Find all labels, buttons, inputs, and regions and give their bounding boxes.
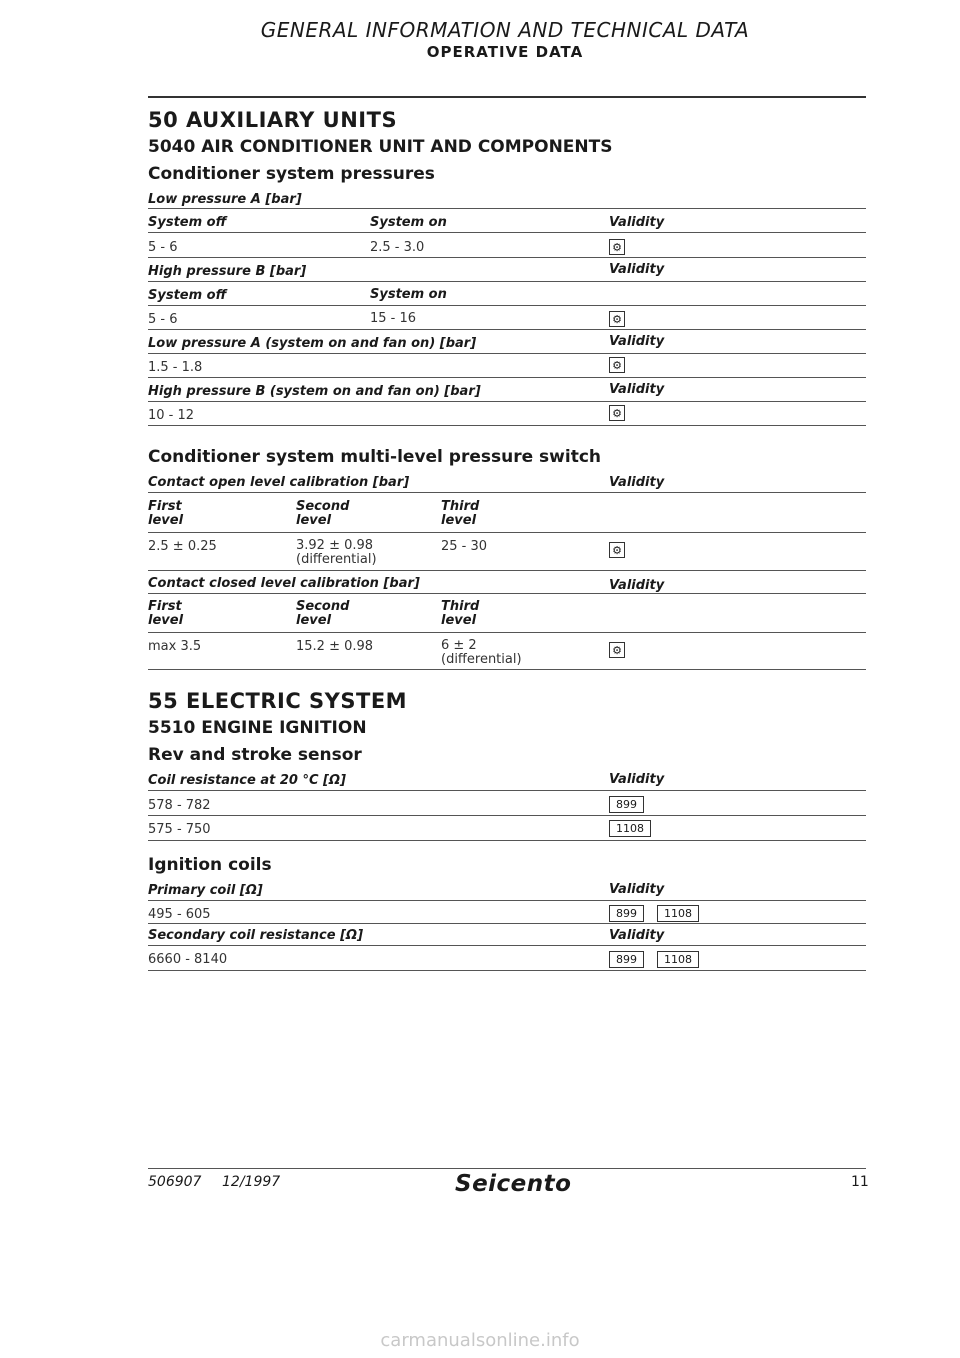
sensor-value-2: 575 - 750 bbox=[148, 822, 211, 837]
engine-symbol-icon: ⚙ bbox=[609, 357, 625, 373]
open-second-note: (differential) bbox=[296, 552, 377, 567]
validity-code-badge: 899 bbox=[609, 905, 644, 922]
col-level-text: level bbox=[296, 613, 332, 628]
subsection-heading-5040: 5040 AIR CONDITIONER UNIT AND COMPONENTS bbox=[148, 137, 613, 157]
switch-title: Conditioner system multi-level pressure switch bbox=[148, 447, 602, 467]
table-divider bbox=[148, 257, 866, 258]
table-divider bbox=[148, 377, 866, 378]
table-divider bbox=[148, 840, 866, 841]
table-divider bbox=[148, 815, 866, 816]
col-system-on: System on bbox=[370, 287, 447, 302]
subsection-heading-5510: 5510 ENGINE IGNITION bbox=[148, 718, 367, 738]
validity-code-badge: 1108 bbox=[609, 820, 651, 837]
coil-resistance-label: Coil resistance at 20 °C [Ω] bbox=[148, 773, 346, 788]
table-divider bbox=[148, 669, 866, 670]
closed-first-value: max 3.5 bbox=[148, 639, 202, 654]
table-divider bbox=[148, 232, 866, 233]
table-divider bbox=[148, 425, 866, 426]
col-first-text: First bbox=[148, 599, 182, 614]
col-system-off: System off bbox=[148, 288, 227, 303]
section-heading-55: 55 ELECTRIC SYSTEM bbox=[148, 689, 408, 713]
high-fan-value: 10 - 12 bbox=[148, 408, 195, 423]
high-fan-label: High pressure B (system on and fan on) [bar] bbox=[148, 384, 481, 399]
contact-open-label: Contact open level calibration [bar] bbox=[148, 475, 410, 490]
table-divider bbox=[148, 632, 866, 633]
col-third-level bbox=[441, 600, 479, 628]
col-system-off: System off bbox=[148, 215, 227, 230]
col-validity: Validity bbox=[609, 578, 665, 593]
table-divider bbox=[148, 305, 866, 306]
col-validity: Validity bbox=[609, 262, 665, 277]
low-fan-value: 1.5 - 1.8 bbox=[148, 360, 203, 375]
table-divider bbox=[148, 329, 866, 330]
col-second-text: Second bbox=[296, 499, 350, 514]
closed-second-value: 15.2 ± 0.98 bbox=[296, 639, 374, 654]
col-third-level bbox=[441, 500, 479, 528]
ignition-coils-title: Ignition coils bbox=[148, 855, 272, 875]
table-divider bbox=[148, 570, 866, 571]
pressures-title: Conditioner system pressures bbox=[148, 164, 435, 184]
col-level-text: level bbox=[441, 513, 477, 528]
col-validity: Validity bbox=[609, 215, 665, 230]
validity-code-badge: 899 bbox=[609, 951, 644, 968]
col-first-level bbox=[148, 500, 183, 528]
table-divider bbox=[148, 923, 866, 924]
open-first-value: 2.5 ± 0.25 bbox=[148, 539, 217, 554]
table-divider bbox=[148, 970, 866, 971]
sensor-title: Rev and stroke sensor bbox=[148, 745, 362, 765]
engine-symbol-icon: ⚙ bbox=[609, 239, 625, 255]
table-divider bbox=[148, 401, 866, 402]
col-third-text: Third bbox=[441, 499, 480, 514]
col-validity: Validity bbox=[609, 475, 665, 490]
engine-symbol-icon: ⚙ bbox=[609, 542, 625, 558]
header-divider bbox=[148, 96, 866, 98]
brand-logo: Seicento bbox=[455, 1171, 572, 1197]
contact-closed-label: Contact closed level calibration [bar] bbox=[148, 576, 420, 591]
col-validity: Validity bbox=[609, 382, 665, 397]
open-second-value bbox=[296, 539, 377, 567]
validity-code-badge: 899 bbox=[609, 796, 644, 813]
table-divider bbox=[148, 593, 866, 594]
high-on-value: 15 - 16 bbox=[370, 311, 417, 326]
col-validity: Validity bbox=[609, 772, 665, 787]
watermark: carmanualsonline.info bbox=[380, 1330, 580, 1351]
footer-doc-code: 506907 bbox=[148, 1174, 202, 1190]
col-second-text: Second bbox=[296, 599, 350, 614]
col-third-text: Third bbox=[441, 599, 480, 614]
table-divider bbox=[148, 208, 866, 209]
engine-symbol-icon: ⚙ bbox=[609, 405, 625, 421]
secondary-coil-label: Secondary coil resistance [Ω] bbox=[148, 928, 364, 943]
table-divider bbox=[148, 492, 866, 493]
section-heading-50: 50 AUXILIARY UNITS bbox=[148, 108, 398, 132]
col-level-text: level bbox=[148, 613, 184, 628]
col-level-text: level bbox=[148, 513, 184, 528]
page-header-subtitle: OPERATIVE DATA bbox=[426, 43, 584, 61]
validity-code-badge: 1108 bbox=[657, 951, 699, 968]
col-first-level bbox=[148, 600, 183, 628]
col-second-level bbox=[296, 500, 349, 528]
primary-coil-label: Primary coil [Ω] bbox=[148, 883, 263, 898]
table-divider bbox=[148, 353, 866, 354]
low-on-value: 2.5 - 3.0 bbox=[370, 240, 425, 255]
col-level-text: level bbox=[296, 513, 332, 528]
low-fan-label: Low pressure A (system on and fan on) [bar] bbox=[148, 336, 477, 351]
footer-divider bbox=[148, 1168, 866, 1169]
col-system-on: System on bbox=[370, 215, 447, 230]
col-validity: Validity bbox=[609, 334, 665, 349]
table-divider bbox=[148, 281, 866, 282]
col-first-text: First bbox=[148, 499, 182, 514]
engine-symbol-icon: ⚙ bbox=[609, 311, 625, 327]
primary-coil-value: 495 - 605 bbox=[148, 907, 211, 922]
table-divider bbox=[148, 532, 866, 533]
closed-third-note: (differential) bbox=[441, 652, 522, 667]
closed-third-text: 6 ± 2 bbox=[441, 638, 477, 653]
page-number: 11 bbox=[851, 1174, 869, 1190]
table-divider bbox=[148, 945, 866, 946]
footer-date: 12/1997 bbox=[222, 1174, 281, 1190]
high-off-value: 5 - 6 bbox=[148, 312, 178, 327]
table-divider bbox=[148, 790, 866, 791]
page-header-title: GENERAL INFORMATION AND TECHNICAL DATA bbox=[260, 18, 750, 42]
sensor-value-1: 578 - 782 bbox=[148, 798, 211, 813]
open-third-value: 25 - 30 bbox=[441, 539, 488, 554]
high-pressure-label: High pressure B [bar] bbox=[148, 264, 307, 279]
engine-symbol-icon: ⚙ bbox=[609, 642, 625, 658]
closed-third-value bbox=[441, 639, 522, 667]
validity-code-badge: 1108 bbox=[657, 905, 699, 922]
col-validity: Validity bbox=[609, 928, 665, 943]
open-second-text: 3.92 ± 0.98 bbox=[296, 538, 374, 553]
col-level-text: level bbox=[441, 613, 477, 628]
col-validity: Validity bbox=[609, 882, 665, 897]
col-second-level bbox=[296, 600, 349, 628]
table-divider bbox=[148, 900, 866, 901]
secondary-coil-value: 6660 - 8140 bbox=[148, 952, 228, 967]
low-off-value: 5 - 6 bbox=[148, 240, 178, 255]
low-pressure-label: Low pressure A [bar] bbox=[148, 192, 302, 207]
